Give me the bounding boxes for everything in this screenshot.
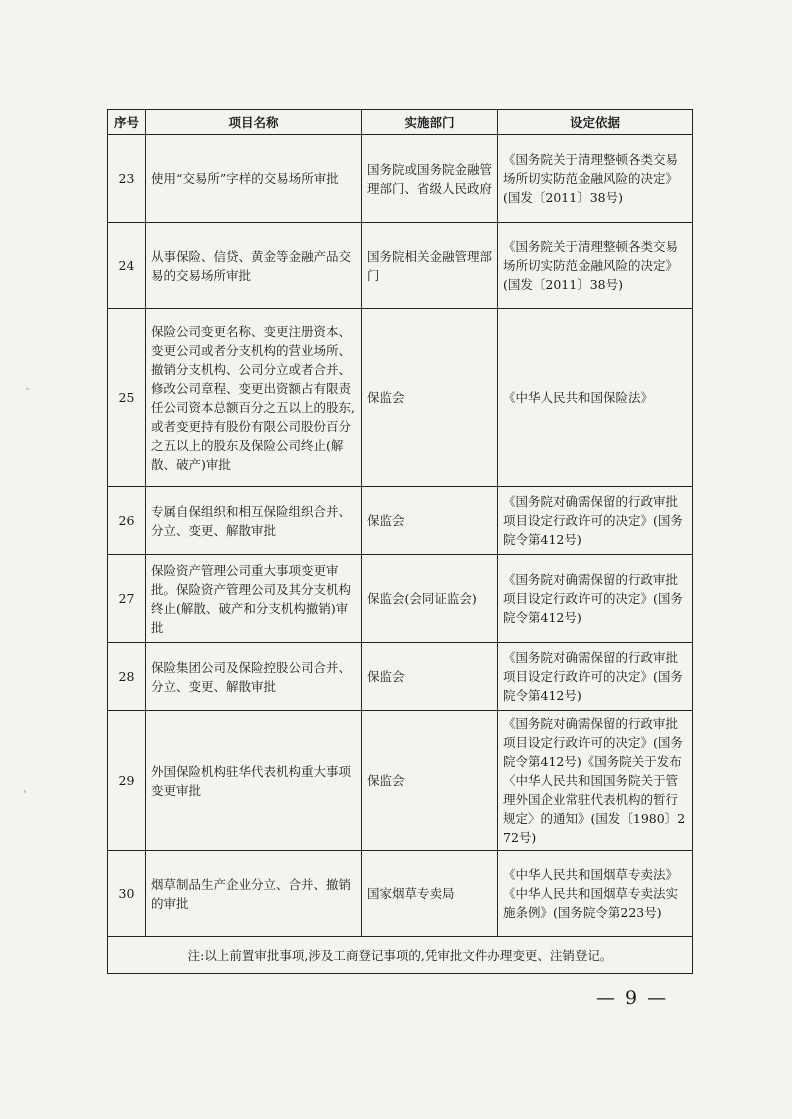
- row-item-name: 烟草制品生产企业分立、合并、撤销的审批: [146, 851, 362, 937]
- header-department: 实施部门: [362, 110, 498, 135]
- row-item-name: 保险集团公司及保险控股公司合并、分立、变更、解散审批: [146, 643, 362, 711]
- row-basis: 《国务院关于清理整顿各类交易场所切实防范金融风险的决定》(国发〔2011〕38号): [498, 223, 693, 309]
- table-note-row: [108, 937, 693, 974]
- table-row: [108, 851, 693, 937]
- row-basis: 《中华人民共和国保险法》: [498, 309, 693, 487]
- table-note: 注:以上前置审批事项,涉及工商登记事项的,凭审批文件办理变更、注销登记。: [108, 937, 693, 974]
- scan-speck: [24, 790, 26, 793]
- scan-speck: [26, 388, 29, 390]
- table-row: [108, 487, 693, 555]
- row-item-name: 从事保险、信贷、黄金等金融产品交易的交易场所审批: [146, 223, 362, 309]
- table-row: [108, 135, 693, 223]
- row-number: 23: [108, 135, 146, 223]
- row-number: 24: [108, 223, 146, 309]
- row-department: 国家烟草专卖局: [362, 851, 498, 937]
- table-header-row: [108, 110, 693, 135]
- row-number: 26: [108, 487, 146, 555]
- row-department: 保监会(会同证监会): [362, 555, 498, 643]
- row-item-name: 保险公司变更名称、变更注册资本、变更公司或者分支机构的营业场所、撤销分支机构、公司分立或者合并、修改公司章程、变更出资额占有限责任公司资本总额百分之五以上的股东,或者变更持有股份有限公司股份百分之五以上的股东及保险公司终止(解散、破产)审批: [146, 309, 362, 487]
- row-basis: 《国务院对确需保留的行政审批项目设定行政许可的决定》(国务院令第412号): [498, 555, 693, 643]
- row-department: 保监会: [362, 643, 498, 711]
- row-number: 30: [108, 851, 146, 937]
- header-number: 序号: [108, 110, 146, 135]
- table-row: [108, 309, 693, 487]
- table-row: [108, 711, 693, 851]
- row-basis: 《国务院对确需保留的行政审批项目设定行政许可的决定》(国务院令第412号)《国务院关于发布〈中华人民共和国国务院关于管理外国企业常驻代表机构的暂行规定〉的通知》(国发〔1980〕272号): [498, 711, 693, 851]
- row-item-name: 使用“交易所”字样的交易场所审批: [146, 135, 362, 223]
- row-item-name: 专属自保组织和相互保险组织合并、分立、变更、解散审批: [146, 487, 362, 555]
- row-department: 保监会: [362, 309, 498, 487]
- row-number: 25: [108, 309, 146, 487]
- row-basis: 《国务院对确需保留的行政审批项目设定行政许可的决定》(国务院令第412号): [498, 643, 693, 711]
- page-number: — 9 —: [596, 987, 669, 1009]
- row-basis: 《中华人民共和国烟草专卖法》《中华人民共和国烟草专卖法实施条例》(国务院令第223号): [498, 851, 693, 937]
- header-basis: 设定依据: [498, 110, 693, 135]
- header-item-name: 项目名称: [146, 110, 362, 135]
- row-basis: 《国务院对确需保留的行政审批项目设定行政许可的决定》(国务院令第412号): [498, 487, 693, 555]
- row-item-name: 保险资产管理公司重大事项变更审批。保险资产管理公司及其分支机构终止(解散、破产和分支机构撤销)审批: [146, 555, 362, 643]
- row-department: 国务院相关金融管理部门: [362, 223, 498, 309]
- row-department: 保监会: [362, 487, 498, 555]
- row-department: 保监会: [362, 711, 498, 851]
- row-number: 28: [108, 643, 146, 711]
- table-row: [108, 643, 693, 711]
- row-basis: 《国务院关于清理整顿各类交易场所切实防范金融风险的决定》(国发〔2011〕38号): [498, 135, 693, 223]
- table-row: [108, 223, 693, 309]
- approval-items-table: [107, 109, 693, 974]
- row-number: 29: [108, 711, 146, 851]
- row-number: 27: [108, 555, 146, 643]
- row-item-name: 外国保险机构驻华代表机构重大事项变更审批: [146, 711, 362, 851]
- table-row: [108, 555, 693, 643]
- row-department: 国务院或国务院金融管理部门、省级人民政府: [362, 135, 498, 223]
